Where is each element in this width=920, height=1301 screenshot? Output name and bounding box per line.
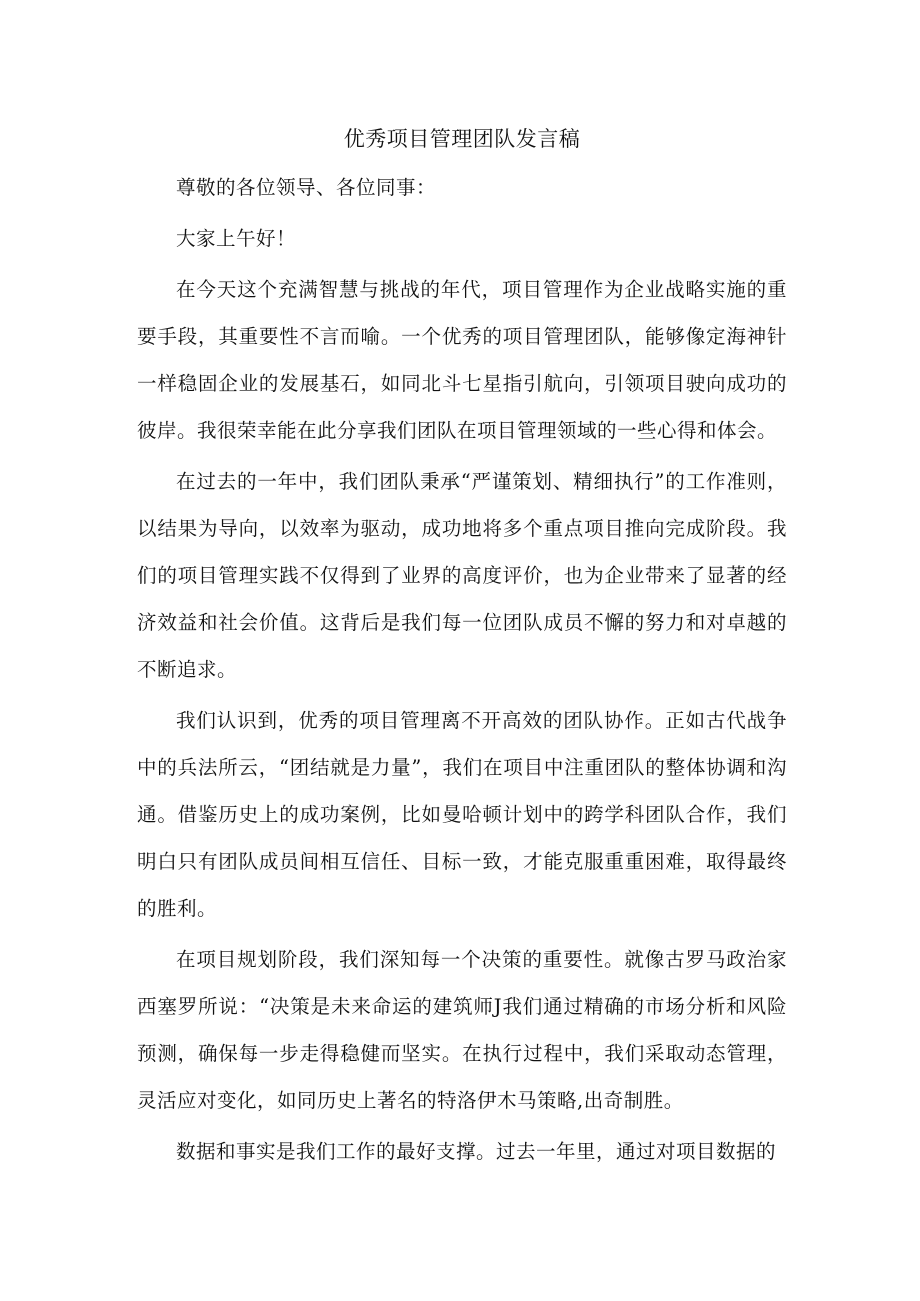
salutation: 尊敬的各位领导、各位同事： (176, 176, 437, 199)
document-body (137, 118, 787, 1179)
paragraph-5: 数据和事实是我们工作的最好支撑。过去一年里，通过对项目数据的 (176, 1140, 777, 1163)
paragraph-4: 在项目规划阶段，我们深知每一个决策的重要性。就像古罗马政治家西塞罗所说：“决策是未来命运的建筑师J我们通过精确的市场分析和风险预测，确保每一步走得稳健而坚实。在执行过程中，我们采取动态管理，灵活应对变化，如同历史上著名的特洛伊木马策略,出奇制胜。 (137, 948, 787, 1112)
paragraph-2: 在过去的一年中，我们团队秉承“严谨策划、精细执行”的工作准则，以结果为导向，以效率为驱动，成功地将多个重点项目推向完成阶段。我们的项目管理实践不仅得到了业界的高度评价，也为企业带来了显著的经济效益和社会价值。这背后是我们每一位团队成员不懈的努力和对卓越的不断追求。 (137, 470, 787, 681)
paragraph-1: 在今天这个充满智慧与挑战的年代，项目管理作为企业战略实施的重要手段，其重要性不言而喻。一个优秀的项目管理团队，能够像定海神针一样稳固企业的发展基石，如同北斗七星指引航向，引领项目驶向成功的彼岸。我很荣幸能在此分享我们团队在项目管理领域的一些心得和体会。 (137, 278, 787, 442)
paragraph-3: 我们认识到，优秀的项目管理离不开高效的团队协作。正如古代战争中的兵法所云，“团结就是力量”，我们在项目中注重团队的整体协调和沟通。借鉴历史上的成功案例，比如曼哈顿计划中的跨学科团队合作，我们明白只有团队成员间相互信任、目标一致，才能克服重重困难，取得最终的胜利。 (137, 709, 787, 920)
greeting: 大家上午好！ (176, 227, 297, 250)
document-title: 优秀项目管理团队发言稿 (343, 127, 581, 151)
